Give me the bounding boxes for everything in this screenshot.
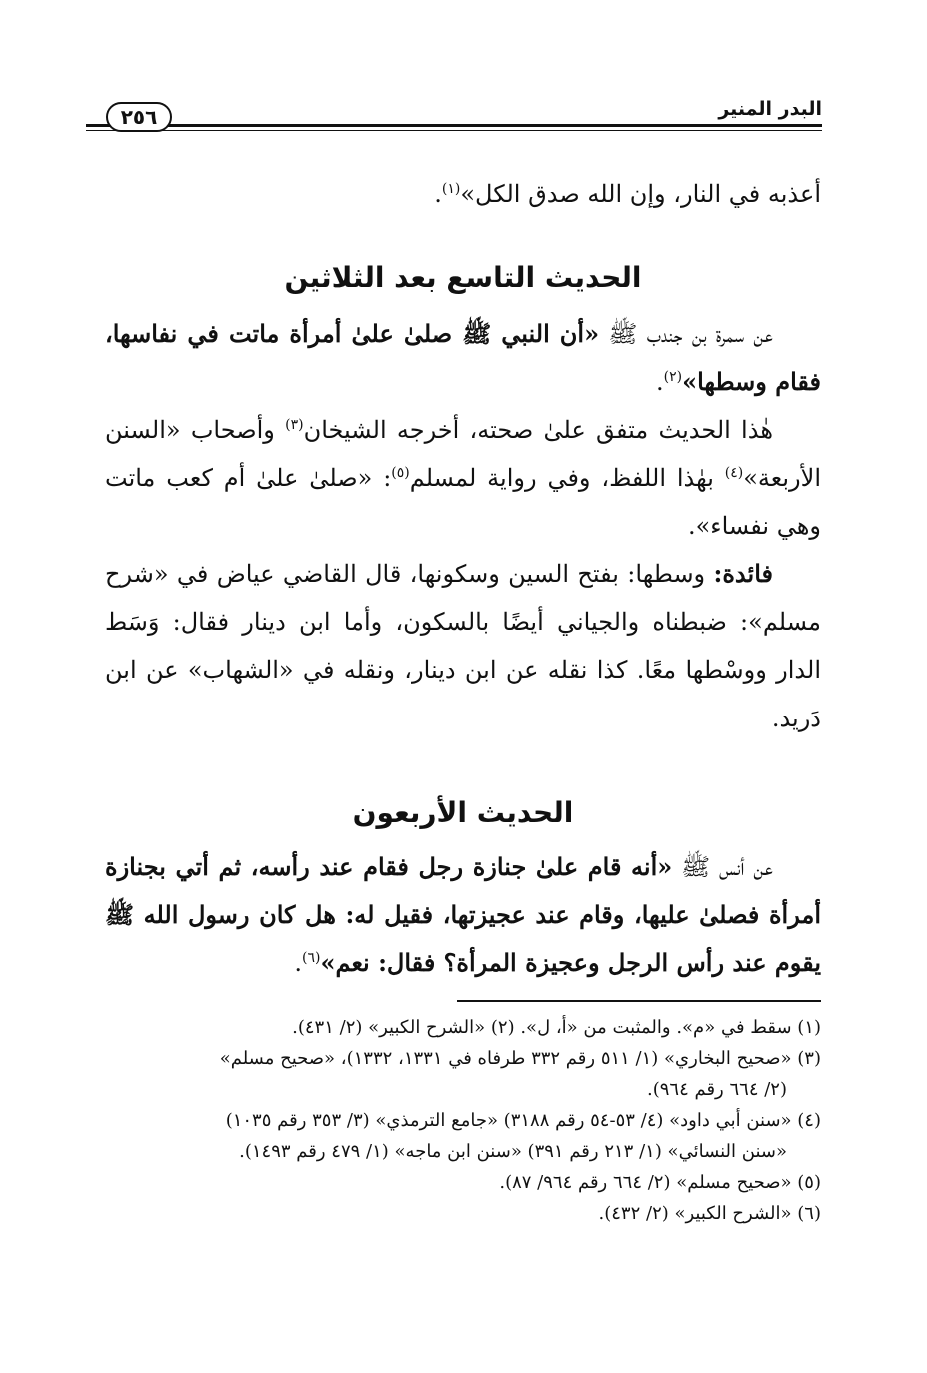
hadith-39-intro: عن سمرة بن جندب ﷺ (599, 320, 773, 348)
hadith-39-benefit (105, 550, 821, 742)
footnote-3: (٣) «صحيح البخاري» (١/ ٥١١ رقم ٣٣٢ طرفاه في ١٣٣١، ١٣٣٢)، «صحيح مسلم» (219, 1048, 821, 1069)
footnote-ref-6: (٦) (302, 950, 321, 966)
takhrij-text-c: بهٰذا اللفظ، وفي رواية لمسلم (409, 464, 725, 492)
takhrij-text-b: وأصحاب «السنن الأربعة» (105, 416, 821, 492)
running-title: البدر المنير (718, 98, 822, 120)
footnote-6: (٦) «الشرح الكبير» (٢/ ٤٣٢). (598, 1203, 821, 1224)
takhrij-text-a: هٰذا الحديث متفق علىٰ صحته، أخرجه الشيخان (303, 416, 773, 444)
continuation-text: أعذبه في النار، وإن الله صدق الكل» (460, 180, 821, 208)
hadith-39-body (105, 310, 821, 742)
header-rule-thin (86, 130, 822, 131)
hadith-39-matn: «أن النبي ﷺ صلىٰ علىٰ أمرأة ماتت في نفاسها، فقام وسطها» (105, 319, 821, 396)
hadith-40-heading: الحديث الأربعون (352, 796, 574, 829)
footnote-ref-2: (٢) (663, 369, 683, 385)
footnote-ref-1: (١) (441, 181, 461, 197)
hadith-40-matn: «أنه قام علىٰ جنازة رجل فقام عند رأسه، ثم أتي بجنازة أمرأة فصلىٰ عليها، وقام عند عجيزتها، فقيل له: هل كان رسول الله ﷺ يقوم عند رأس الرجل وعجيزة المرأة؟ فقال: نعم» (105, 852, 821, 977)
footnotes (81, 1012, 821, 1229)
benefit-text: وسطها: بفتح السين وسكونها، قال القاضي عياض في «شرح مسلم»: ضبطناه والجياني أيضًا بالسكون، وأما ابن دينار فقال: وَسَط الدار ووسْطها معًا. كذا نقله عن ابن دينار، ونقله في «الشهاب» عن ابن دَريد. (105, 560, 822, 732)
hadith-40-end: . (294, 949, 303, 977)
footnote-1-2: (١) سقط في «م». والمثبت من «أ، ل». (٢) «الشرح الكبير» (٢/ ٤٣١). (292, 1017, 821, 1038)
continuation-end: . (434, 180, 442, 208)
page-header (86, 96, 822, 146)
footnote-ref-5: (٥) (391, 465, 410, 481)
footnote-separator (457, 1000, 821, 1002)
benefit-label: فائدة: (713, 559, 773, 588)
hadith-39-heading-block (105, 250, 821, 306)
footnote-5: (٥) «صحيح مسلم» (٢/ ٦٦٤ رقم ٩٦٤/ ٨٧). (499, 1172, 821, 1193)
continuation-block (105, 170, 821, 218)
header-rule-thick (86, 124, 822, 127)
hadith-39-heading: الحديث التاسع بعد الثلاثين (284, 261, 642, 294)
hadith-39-text (105, 310, 821, 406)
continuation-paragraph (105, 170, 821, 218)
hadith-40-text (105, 843, 821, 987)
hadith-39-end: . (655, 368, 664, 396)
page-number: ٢٥٦ (106, 102, 172, 132)
hadith-40-heading-block (105, 785, 821, 841)
footnote-4-cont: «سنن النسائي» (١/ ٢١٣ رقم ٣٩١) «سنن ابن ماجه» (١/ ٤٧٩ رقم ١٤٩٣). (239, 1141, 787, 1162)
footnote-ref-4: (٤) (724, 465, 744, 481)
hadith-40-intro: عن أنس ﷺ (672, 853, 773, 881)
footnote-4: (٤) «سنن أبي داود» (٤/ ٥٣-٥٤ رقم ٣١٨٨) «جامع الترمذي» (٣/ ٣٥٣ رقم ١٠٣٥) (225, 1110, 821, 1131)
hadith-39-takhrij (105, 406, 821, 550)
hadith-40-body (105, 843, 821, 987)
footnote-3-cont: (٢/ ٦٦٤ رقم ٩٦٤). (646, 1079, 787, 1100)
footnote-ref-3: (٣) (285, 417, 304, 433)
takhrij-text-d: : «صلىٰ علىٰ أم كعب ماتت وهي نفساء». (105, 464, 821, 540)
